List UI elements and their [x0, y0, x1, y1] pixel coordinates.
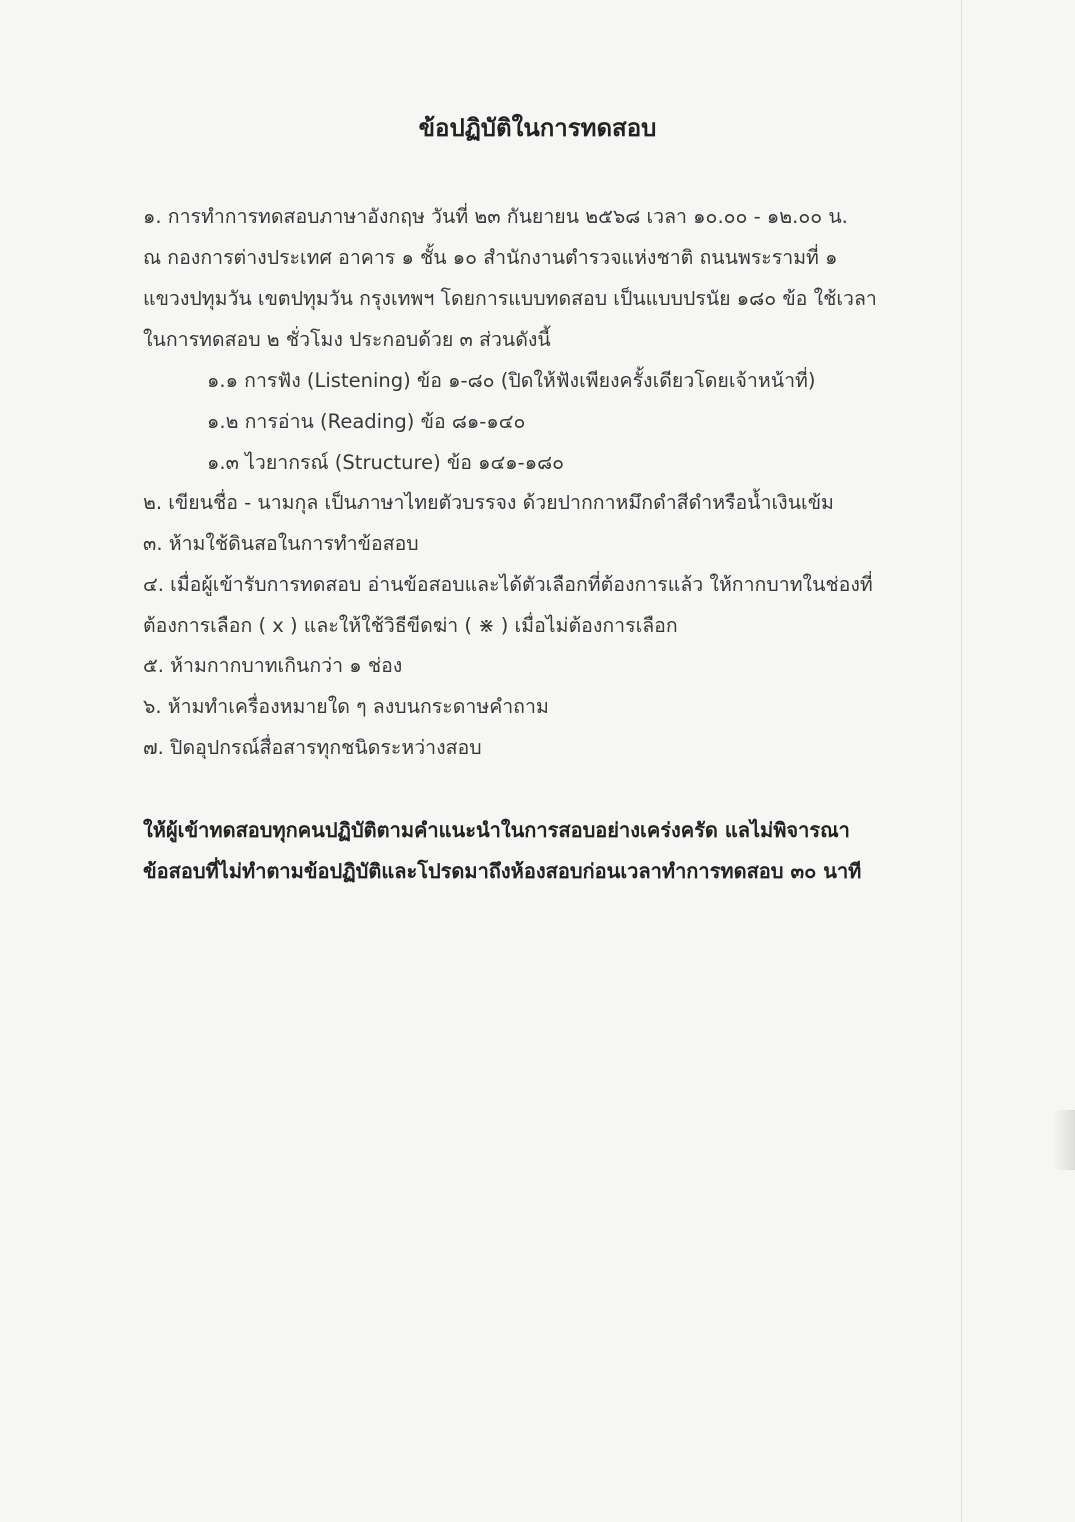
- rule-2: ๒. เขียนชื่อ - นามกุล เป็นภาษาไทยตัวบรรจง ด้วยปากกาหมึกดำสีดำหรือน้ำเงินเข้ม: [143, 491, 834, 514]
- rule-3: ๓. ห้ามใช้ดินสอในการทำข้อสอบ: [143, 532, 419, 555]
- page-edge-line: [961, 0, 962, 1522]
- scan-shadow: [1055, 1110, 1075, 1170]
- rule-1-line-2: ณ กองการต่างประเทศ อาคาร ๑ ชั้น ๑๐ สำนักงานตำรวจแห่งชาติ ถนนพระรามที่ ๑: [143, 246, 838, 269]
- notice-line-1: ให้ผู้เข้าทดสอบทุกคนปฏิบัติตามคำแนะนำในการสอบอย่างเคร่งครัด แลไม่พิจารณา: [143, 818, 850, 842]
- rule-1-3-structure: ๑.๓ ไวยากรณ์ (Structure) ข้อ ๑๔๑-๑๘๐: [207, 451, 565, 474]
- rule-1-line-1: ๑. การทำการทดสอบภาษาอังกฤษ วันที่ ๒๓ กันยายน ๒๕๖๘ เวลา ๑๐.๐๐ - ๑๒.๐๐ น.: [143, 205, 848, 228]
- document-title: ข้อปฏิบัติในการทดสอบ: [418, 114, 657, 142]
- rule-6: ๖. ห้ามทำเครื่องหมายใด ๆ ลงบนกระดาษคำถาม: [143, 695, 549, 718]
- rule-4-line-1: ๔. เมื่อผู้เข้ารับการทดสอบ อ่านข้อสอบและได้ตัวเลือกที่ต้องการแล้ว ให้กากบาทในช่องที่: [143, 573, 873, 596]
- rule-1-line-3: แขวงปทุมวัน เขตปทุมวัน กรุงเทพฯ โดยการแบบทดสอบ เป็นแบบปรนัย ๑๘๐ ข้อ ใช้เวลา: [143, 287, 877, 310]
- rule-4-line-2: ต้องการเลือก ( x ) และให้ใช้วิธีขีดฆ่า ( ⋇ ) เมื่อไม่ต้องการเลือก: [143, 614, 678, 637]
- rule-1-2-reading: ๑.๒ การอ่าน (Reading) ข้อ ๘๑-๑๔๐: [207, 410, 526, 433]
- rule-7: ๗. ปิดอุปกรณ์สื่อสารทุกชนิดระหว่างสอบ: [143, 736, 482, 759]
- rule-1-1-listening: ๑.๑ การฟัง (Listening) ข้อ ๑-๘๐ (ปิดให้ฟังเพียงครั้งเดียวโดยเจ้าหน้าที่): [207, 369, 816, 392]
- notice-line-2: ข้อสอบที่ไม่ทำตามข้อปฏิบัติและโปรดมาถึงห้องสอบก่อนเวลาทำการทดสอบ ๓๐ นาที: [143, 859, 862, 883]
- rule-1-line-4: ในการทดสอบ ๒ ชั่วโมง ประกอบด้วย ๓ ส่วนดังนี้: [143, 328, 551, 351]
- rule-5: ๕. ห้ามกากบาทเกินกว่า ๑ ช่อง: [143, 654, 403, 677]
